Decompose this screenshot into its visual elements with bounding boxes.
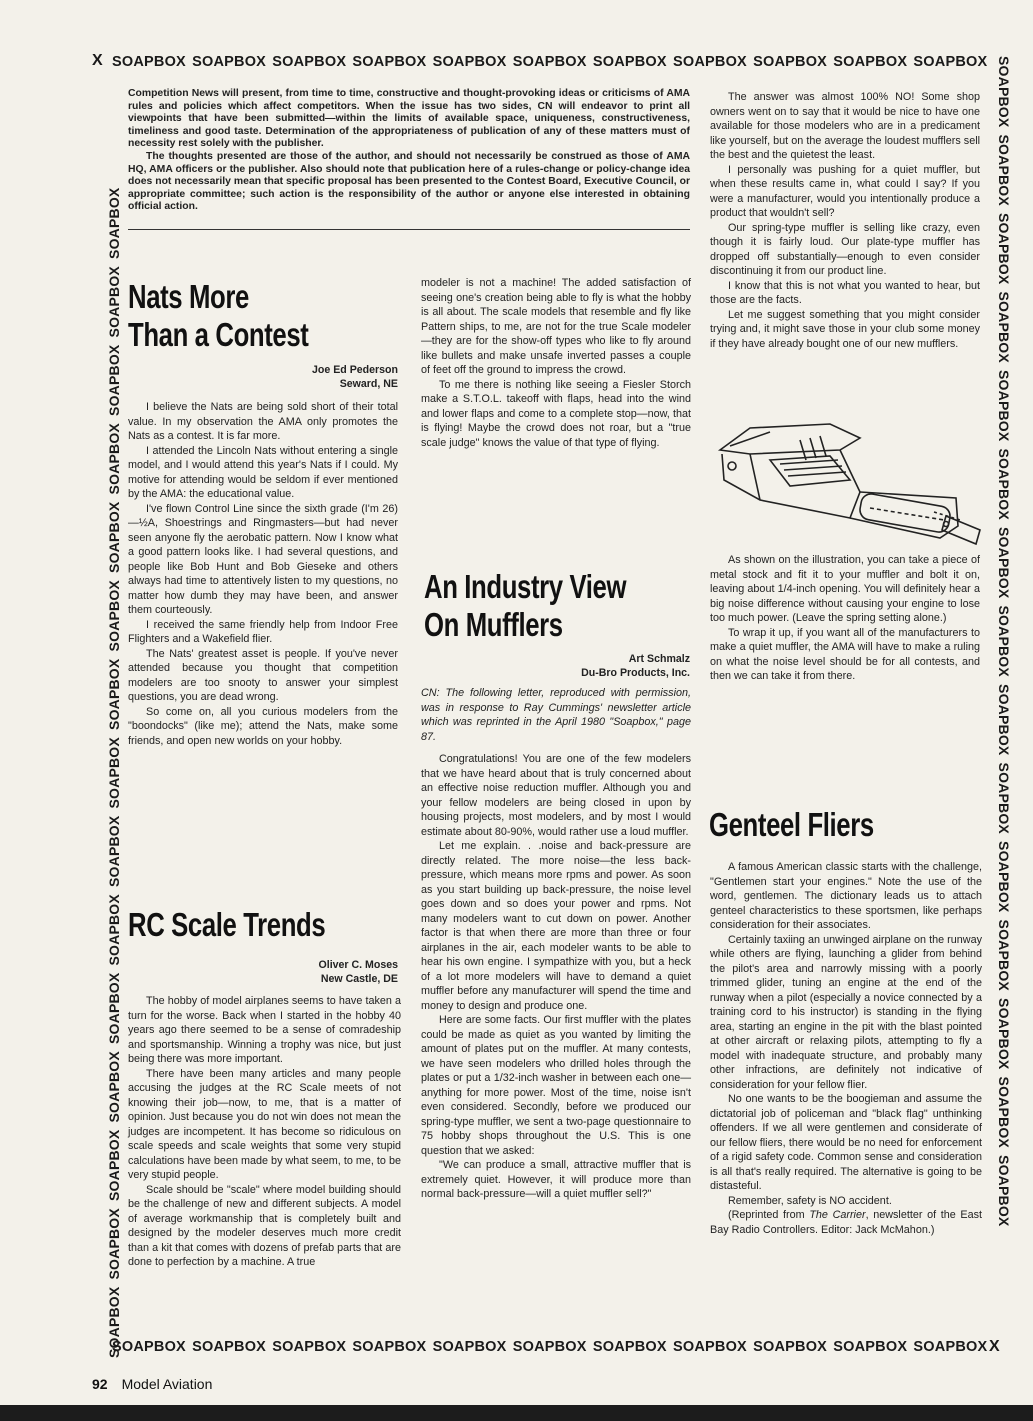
byline-schmalz bbox=[500, 652, 690, 680]
paragraph: Congratulations! You are one of the few modelers that we have heard about that is truly concerned about an effective noise reduction muffler. Although you and your fellow modelers are being closed in upon by housing projects, most modelers, and by most I would estimate about 80-90%, would rather use a loud muffler. bbox=[421, 753, 691, 838]
paragraph: A famous American classic starts with the challenge, "Gentlemen start your engines." Note the use of the word, gentlemen. The dictionary leads us to attach genteel characteristics to these sportsmen, like perhaps consideration for their associates. bbox=[710, 861, 982, 931]
author-name: Oliver C. Moses bbox=[318, 959, 398, 971]
article-body-nats bbox=[128, 400, 398, 748]
author-company: Du-Bro Products, Inc. bbox=[581, 667, 690, 679]
reprint-suffix: , newsletter of the East Bay Radio Controllers. Editor: Jack McMahon.) bbox=[710, 1209, 982, 1236]
byline-moses bbox=[230, 958, 398, 986]
paragraph: No one wants to be the boogieman and assume the dictatorial job of policeman and "black flag" unthinking offenders. If we all were gentlemen and considerate of our fellow fliers, there would be no need for enforcement of a rigid safety code. Common sense and consideration is all that's really required. The alternative is going to be distasteful. bbox=[710, 1093, 982, 1192]
paragraph: I attended the Lincoln Nats without entering a single model, and I would attend this year's Nats if I could. My motive for attending would be seldom if ever mentioned by the AMA: the educational value. bbox=[128, 444, 398, 500]
article-body-mufflers bbox=[421, 686, 691, 1202]
divider-rule bbox=[128, 229, 690, 230]
paragraph: Scale should be "scale" where model building should be the challenge of new and different subjects. A model of average workmanship that is completely built and designed by the modeler deserves much more credit than a kit that comes with dozens of prefab parts that are done to perfection by a machine. A true bbox=[128, 1183, 401, 1268]
headline-line: On Mufflers bbox=[424, 606, 563, 643]
paragraph: Certainly taxiing an unwinged airplane on the runway while others are flying, launching a glider from behind the pilot's area and narrowly missing with a poorly trimmed glider, tuning an engine at the end of the runway when a pilot (especially a novice connected by a training cord to his instructor) is standing in the flying area, starting an engine in the pit with the blast pointed at other aircraft or relaxing pilots, attempting to fly a model with inadequate structure, and probably many other infractions, are definitely not indicative of consideration for your fellow flier. bbox=[710, 933, 982, 1091]
reprint-note bbox=[710, 1208, 982, 1237]
paragraph: To me there is nothing like seeing a Fiesler Storch make a S.T.O.L. takeoff with flaps, head into the wind and lower flaps and come to a complete stop—now, that is flying! Maybe the crowd does not roar, but a "true scale judge" knows the value of that type of flying. bbox=[421, 378, 691, 449]
headline-line: An Industry View bbox=[424, 568, 627, 605]
muffler-bracket bbox=[720, 424, 860, 454]
publication-name: Model Aviation bbox=[121, 1376, 213, 1392]
soapbox-banner-left: SOAPBOX SOAPBOX SOAPBOX SOAPBOX SOAPBOX SOAPBOX SOAPBOX SOAPBOX SOAPBOX SOAPBOX SOAPBOX SOAPBOX SOAPBOX SOAPBOX SOAPBOX bbox=[106, 187, 122, 1358]
article-body-mufflers-col3 bbox=[710, 90, 980, 351]
paragraph: Let me explain. . .noise and back-pressure are directly related. The more noise—the less back-pressure, which means more rpms and power. As soon as you start building up back-pressure, the noise level goes down and so does your power and rpms. Not many modelers want to cut down on power. Another factor is that when there are more than three or four airplanes in the air, each modeler wants to be able to hear his own engine. I sympathize with you, but a heck of a lot more modelers will have to demand a quiet muffler before any manufacturer will spend the time and money to design and produce one. bbox=[421, 840, 691, 1012]
corner-x-bottom-right: X bbox=[989, 1338, 1000, 1355]
paragraph: As shown on the illustration, you can take a piece of metal stock and fit it to your muffler and bolt it on, leaving about 1/4-inch opening. You will definitely hear a big noise difference without causing your engine to lose too much power. (Leave the spring setting alone.) bbox=[710, 554, 980, 624]
paragraph: modeler is not a machine! The added satisfaction of seeing one's creation being able to fly is what the hobby is all about. The scale models that resemble and fly like Pattern ships, to me, are not for the true Scale modeler—they are for the show-off types who like to fly around like bullets and make unsafe inverted passes a couple of feet off the ground to impress the crowd. bbox=[421, 277, 691, 376]
paragraph: The hobby of model airplanes seems to have taken a turn for the worse. Back when I started in the hobby 40 years ago there seemed to be a sense of comradeship and sportsmanship. Winning a trophy was nice, but just being there was more important. bbox=[128, 995, 401, 1065]
paragraph: I believe the Nats are being sold short of their total value. In my observation the AMA only promotes the Nats as a contest. It is far more. bbox=[128, 401, 398, 442]
paragraph: I've flown Control Line since the sixth grade (I'm 26)—½A, Shoestrings and Ringmasters—but had never seen anyone fly the aerobatic pattern. Now I know what a good pattern looks like. I had several questions, and people like Bob Hunt and Bob Gieseke and others always had time to attentively listen to my questions, no matter how dumb they may have been, and answer them courteously. bbox=[128, 502, 398, 616]
metal-stock-plate bbox=[942, 516, 980, 544]
corner-x-top-left: X bbox=[92, 52, 103, 69]
soapbox-banner-right: SOAPBOX SOAPBOX SOAPBOX SOAPBOX SOAPBOX SOAPBOX SOAPBOX SOAPBOX SOAPBOX SOAPBOX SOAPBOX SOAPBOX SOAPBOX SOAPBOX SOAPBOX bbox=[996, 56, 1012, 1227]
muffler-illustration bbox=[710, 420, 985, 548]
headline-line: Nats More bbox=[128, 278, 249, 315]
headline-rc-scale-trends: RC Scale Trends bbox=[128, 906, 326, 943]
author-name: Art Schmalz bbox=[628, 653, 690, 665]
paragraph: So come on, all you curious modelers from the "boondocks" (like me); attend the Nats, make some friends, and open new worlds on your hobby. bbox=[128, 705, 398, 747]
soapbox-banner-bottom: SOAPBOX SOAPBOX SOAPBOX SOAPBOX SOAPBOX SOAPBOX SOAPBOX SOAPBOX SOAPBOX SOAPBOX SOAPBOX bbox=[112, 1339, 988, 1355]
headline-industry-view-mufflers bbox=[424, 568, 626, 644]
article-body-mufflers-after-figure bbox=[710, 553, 980, 684]
paragraph: The answer was almost 100% NO! Some shop owners went on to say that it would be nice to have one available for those modelers who are in a predicament like yourself, but on the average the loudest mufflers sell the best and the quietest the least. bbox=[710, 91, 980, 161]
reprint-prefix: (Reprinted from bbox=[728, 1209, 810, 1221]
editorial-intro bbox=[128, 88, 690, 214]
paragraph: Our spring-type muffler is selling like crazy, even though it is fairly loud. Our plate-type muffler has dropped off substantially—enough to even consider discontinuing it from our product line. bbox=[710, 221, 980, 277]
paragraph: To wrap it up, if you want all of the manufacturers to make a quiet muffler, the AMA will have to make a ruling on what the noise level should be for all contests, and then we can take it from there. bbox=[710, 626, 980, 682]
reprint-source: The Carrier bbox=[809, 1209, 866, 1221]
author-location: Seward, NE bbox=[339, 378, 398, 390]
paragraph: Remember, safety is NO accident. bbox=[728, 1194, 892, 1207]
paragraph: Let me suggest something that you might consider trying and, it might save those in your club some money if they have already bought one of our new mufflers. bbox=[710, 308, 980, 350]
soapbox-banner-top: SOAPBOX SOAPBOX SOAPBOX SOAPBOX SOAPBOX SOAPBOX SOAPBOX SOAPBOX SOAPBOX SOAPBOX SOAPBOX bbox=[112, 54, 988, 70]
headline-line: Than a Contest bbox=[128, 316, 309, 353]
intro-paragraph: The thoughts presented are those of the author, and should not necessarily be construed as those of AMA HQ, AMA officers or the publisher. Also should note that publication here of a rules-change or policy-change idea does not necessarily mean that specific proposal has been presented to the Contest Board, Executive Council, or appropriate committee; such action is the responsibility of the author or anyone else interested in obtaining official action. bbox=[128, 150, 690, 213]
intro-paragraph: Competition News will present, from time to time, constructive and thought-provoking ideas or criticisms of AMA rules and policies which affect competitors. When the issue has two sides, CN will endeavor to print all viewpoints that have been submitted—within the limits of available space, uniqueness, constructiveness, timeliness and good taste. Determination of the appropriateness of publication of any of these matters must of necessity rest solely with the publisher. bbox=[128, 88, 690, 150]
article-body-rc-scale bbox=[128, 994, 401, 1270]
article-body-rc-scale-continued bbox=[421, 276, 691, 450]
paragraph: Here are some facts. Our first muffler with the plates could be made as quiet as you wanted by limiting the amount of plates put on the muffler. At many contests, we have seen modelers who drilled holes through the plates or put a 1/32-inch washer in between each one—anything for more power. Most of the time, noise isn't even considered. Secondly, before we produced our spring-type muffler, we sent a two-page questionnaire to 75 hobby shops throughout the U.S. This is one question that we asked: bbox=[421, 1014, 691, 1157]
article-body-genteel bbox=[710, 860, 982, 1237]
page-footer bbox=[92, 1376, 212, 1392]
headline-genteel-fliers: Genteel Fliers bbox=[709, 806, 874, 843]
byline-pederson bbox=[230, 363, 398, 391]
paragraph: There have been many articles and many people accusing the judges at the RC Scale meets of not knowing their job—now, to me, that is a matter of opinion. Just because you do not win does not mean the judges are incompetent. It has become so ridiculous on scale speeds and scale weights that some very stupid calculations have been made by what seem, to me, to be very stupid people. bbox=[128, 1067, 401, 1181]
paragraph: I know that this is not what you wanted to hear, but those are the facts. bbox=[710, 279, 980, 306]
author-name: Joe Ed Pederson bbox=[312, 364, 398, 376]
paragraph: I received the same friendly help from Indoor Free Flighters and a Wakefield flier. bbox=[128, 618, 398, 645]
author-location: New Castle, DE bbox=[320, 973, 398, 985]
paragraph: "We can produce a small, attractive muffler that is extremely quiet. However, it will produce more than normal back-pressure—will a quiet muffler sell?" bbox=[421, 1159, 691, 1200]
paragraph: I personally was pushing for a quiet muffler, but when these results came in, what could I say? If you were a manufacturer, would you intentionally produce a product that wouldn't sell? bbox=[710, 163, 980, 219]
page-number: 92 bbox=[92, 1376, 108, 1392]
paragraph: The Nats' greatest asset is people. If you've never attended because you thought that competition modelers are too snooty to answer your simplest questions, you are dead wrong. bbox=[128, 647, 398, 703]
editor-note: CN: The following letter, reproduced with permission, was in response to Ray Cummings' newsletter article which was reprinted in the April 1980 "Soapbox," page 87. bbox=[421, 687, 691, 743]
headline-nats-more bbox=[128, 278, 308, 354]
